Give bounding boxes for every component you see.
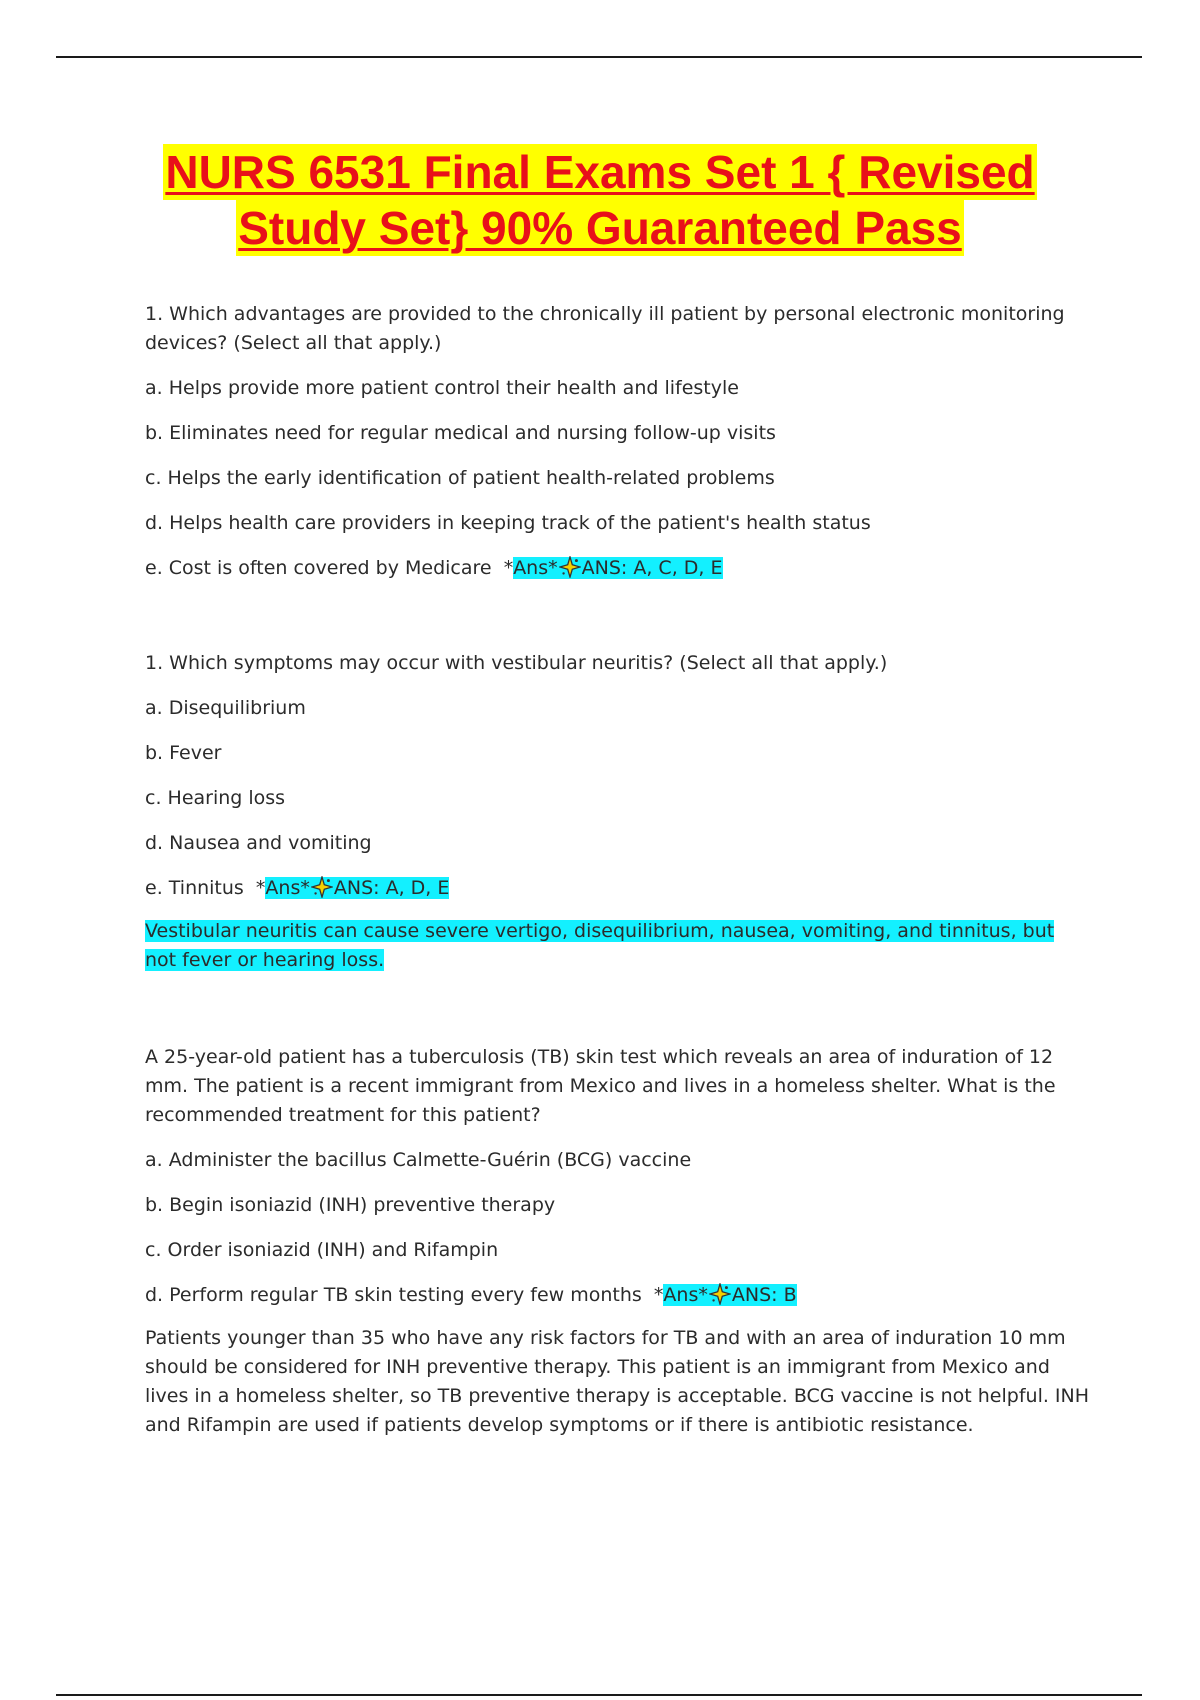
- option-b: b. Begin isoniazid (INH) preventive therapy: [145, 1194, 556, 1216]
- option-b: b. Fever: [145, 742, 222, 764]
- option-a: a. Helps provide more patient control their health and lifestyle: [145, 377, 739, 399]
- title-line-2: Study Set} 90% Guaranteed Pass: [238, 202, 962, 254]
- answer-prefix: *: [653, 1284, 664, 1306]
- option-e-with-answer: [145, 874, 1090, 903]
- explanation: [145, 917, 1090, 975]
- document-title: [0, 144, 1200, 256]
- sparkle-icon: [709, 1283, 731, 1305]
- answer-highlight: [513, 557, 722, 579]
- option-c: c. Hearing loss: [145, 787, 286, 809]
- sparkle-icon: [559, 556, 581, 578]
- answer-tag: Ans*: [513, 557, 558, 579]
- option-e: e. Cost is often covered by Medicare: [145, 557, 492, 579]
- option-e-with-answer: [145, 554, 1090, 583]
- answer-highlight: [663, 1284, 796, 1306]
- answer-prefix: *: [503, 557, 514, 579]
- explanation-highlight: Vestibular neuritis can cause severe vertigo, disequilibrium, nausea, vomiting, and tinnitus, but not fever or hearing loss.: [145, 920, 1055, 971]
- title-line-1: NURS 6531 Final Exams Set 1 { Revised: [165, 146, 1035, 198]
- option-d-with-answer: [145, 1281, 1090, 1310]
- option-d: d. Perform regular TB skin testing every few months: [145, 1284, 642, 1306]
- option-c: c. Order isoniazid (INH) and Rifampin: [145, 1239, 499, 1261]
- top-divider: [56, 56, 1142, 58]
- answer-text: ANS: B: [731, 1284, 797, 1306]
- option-b: b. Eliminates need for regular medical and nursing follow-up visits: [145, 422, 776, 444]
- question-text: 1. Which advantages are provided to the chronically ill patient by personal electronic monitoring devices? (Select all that apply.): [145, 303, 1065, 354]
- question-block-1: [145, 300, 1090, 583]
- answer-highlight: [265, 877, 449, 899]
- question-block-3: [145, 1043, 1090, 1440]
- question-text: 1. Which symptoms may occur with vestibular neuritis? (Select all that apply.): [145, 652, 888, 674]
- option-d: d. Helps health care providers in keeping track of the patient's health status: [145, 512, 871, 534]
- sparkle-icon: [311, 876, 333, 898]
- option-e: e. Tinnitus: [145, 877, 244, 899]
- explanation: Patients younger than 35 who have any risk factors for TB and with an area of induration 10 mm should be considered for INH preventive therapy. This patient is an immigrant from Mexico and lives in a homeless shelter, so TB preventive therapy is acceptable. BCG vaccine is not helpful. INH and Rifampin are used if patients develop symptoms or if there is antibiotic resistance.: [145, 1327, 1090, 1436]
- answer-text: ANS: A, D, E: [333, 877, 450, 899]
- question-text: A 25-year-old patient has a tuberculosis (TB) skin test which reveals an area of induration of 12 mm. The patient is a recent immigrant from Mexico and lives in a homeless shelter. What is the recommended treatment for this patient?: [145, 1046, 1056, 1126]
- question-block-2: [145, 649, 1090, 975]
- bottom-divider: [56, 1694, 1142, 1696]
- option-a: a. Disequilibrium: [145, 697, 306, 719]
- answer-tag: Ans*: [663, 1284, 708, 1306]
- answer-text: ANS: A, C, D, E: [581, 557, 723, 579]
- option-d: d. Nausea and vomiting: [145, 832, 372, 854]
- option-c: c. Helps the early identification of patient health-related problems: [145, 467, 775, 489]
- option-a: a. Administer the bacillus Calmette-Guérin (BCG) vaccine: [145, 1149, 692, 1171]
- answer-tag: Ans*: [265, 877, 310, 899]
- answer-prefix: *: [255, 877, 266, 899]
